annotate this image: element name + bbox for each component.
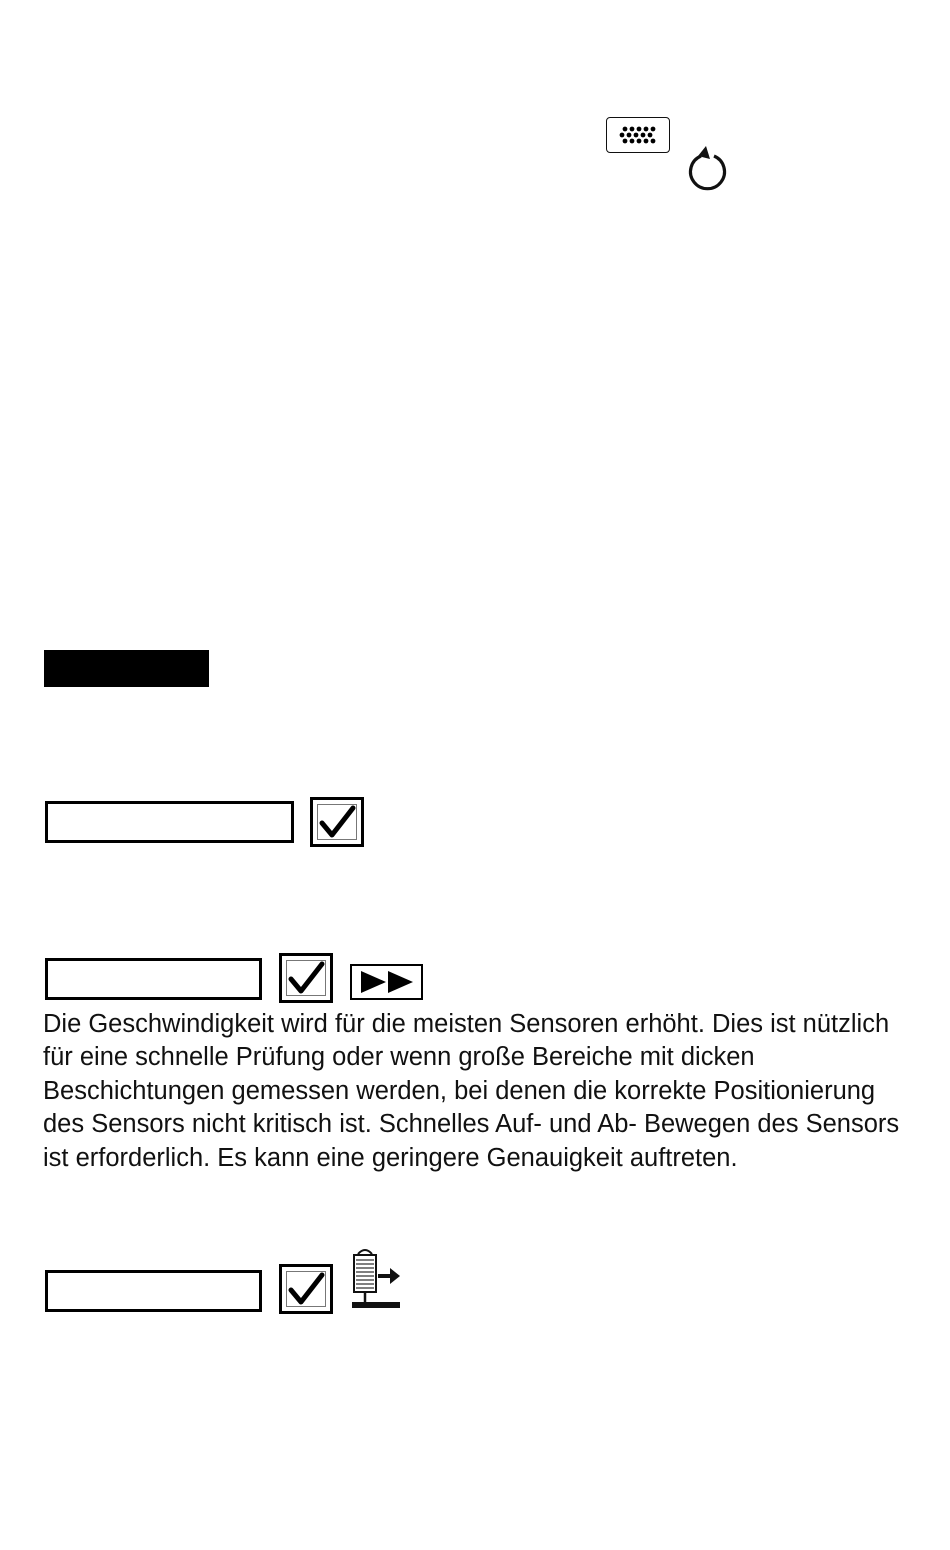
checkmark-icon	[279, 953, 333, 1003]
checkmark-icon	[310, 797, 364, 847]
fast-forward-icon	[350, 964, 423, 1000]
fast-mode-description: Die Geschwindigkeit wird für die meisten Sensoren erhöht. Dies ist nützlich für eine schnelle Prüfung oder wenn große Bereiche mit dicken Beschichtungen gemessen werden, bei denen die korrekte Positionierung des Sensors nicht kritisch ist. Schnelles Auf- und Ab- Bewegen des Sensors ist erforderlich. Es kann eine geringere Genauigkeit auftreten.	[43, 1010, 900, 1172]
counterclockwise-reset-icon	[684, 142, 732, 194]
option-label-box-1	[45, 801, 294, 843]
option-label-box-2	[45, 958, 262, 1000]
sensor-lift-icon	[346, 1246, 404, 1312]
checkmark-icon	[279, 1264, 333, 1314]
section-heading-bar	[44, 650, 209, 687]
option-label-box-3	[45, 1270, 262, 1312]
keypad-menu-icon	[606, 117, 670, 153]
